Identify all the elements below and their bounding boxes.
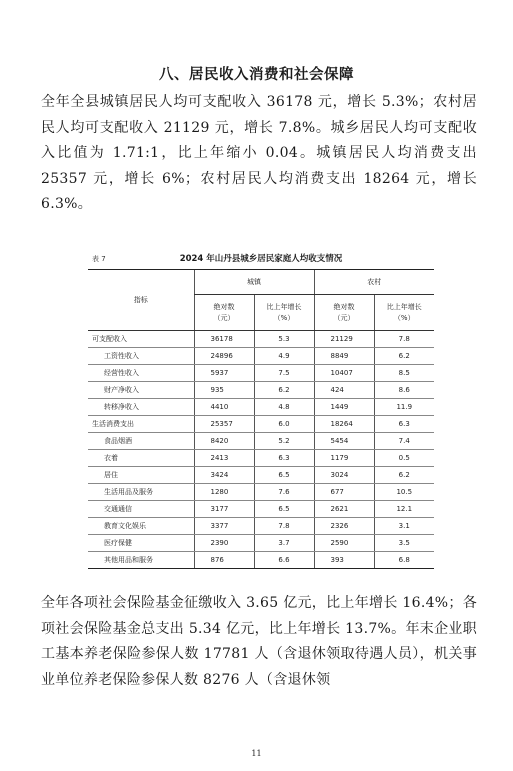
urban-absolute: 24896 <box>194 348 254 365</box>
header-urban-absolute-line1: 绝对数 <box>213 302 235 311</box>
urban-growth: 3.7 <box>254 535 314 552</box>
row-indicator: 教育文化娱乐 <box>88 518 194 535</box>
table-row <box>88 399 434 416</box>
rural-growth: 0.5 <box>374 450 434 467</box>
urban-absolute: 3424 <box>194 467 254 484</box>
rural-absolute: 2621 <box>314 501 374 518</box>
table-row <box>88 484 434 501</box>
table-row <box>88 518 434 535</box>
urban-growth: 6.6 <box>254 552 314 569</box>
row-indicator: 生活用品及服务 <box>88 484 194 501</box>
table-row <box>88 450 434 467</box>
row-indicator: 工资性收入 <box>88 348 194 365</box>
income-expenditure-table <box>88 269 434 569</box>
header-indicator: 指标 <box>88 270 194 331</box>
table-caption <box>88 251 434 269</box>
rural-growth: 6.3 <box>374 416 434 433</box>
rural-absolute: 1179 <box>314 450 374 467</box>
header-rural-growth-line2: （%） <box>393 313 415 322</box>
row-indicator: 交通通信 <box>88 501 194 518</box>
urban-absolute: 4410 <box>194 399 254 416</box>
row-indicator: 转移净收入 <box>88 399 194 416</box>
urban-growth: 4.9 <box>254 348 314 365</box>
header-rural-absolute-line2: （元） <box>333 313 355 322</box>
urban-growth: 5.2 <box>254 433 314 450</box>
table-row <box>88 348 434 365</box>
urban-growth: 7.6 <box>254 484 314 501</box>
header-urban-growth-line1: 比上年增长 <box>266 302 302 311</box>
income-expenditure-table-block <box>88 251 434 569</box>
table-row <box>88 535 434 552</box>
header-urban-absolute-line2: （元） <box>213 313 235 322</box>
header-urban-growth-line2: （%） <box>273 313 295 322</box>
urban-absolute: 935 <box>194 382 254 399</box>
table-row <box>88 467 434 484</box>
urban-absolute: 2390 <box>194 535 254 552</box>
table-row <box>88 433 434 450</box>
rural-absolute: 3024 <box>314 467 374 484</box>
rural-absolute: 424 <box>314 382 374 399</box>
rural-growth: 11.9 <box>374 399 434 416</box>
rural-growth: 6.2 <box>374 467 434 484</box>
urban-growth: 7.5 <box>254 365 314 382</box>
table-row <box>88 552 434 569</box>
rural-absolute: 10407 <box>314 365 374 382</box>
header-urban: 城镇 <box>194 270 314 295</box>
rural-absolute: 393 <box>314 552 374 569</box>
header-urban-absolute <box>194 295 254 331</box>
paragraph-social-insurance: 全年各项社会保险基金征缴收入 3.65 亿元，比上年增长 16.4%；各项社会保险基金总支出 5.34 亿元，比上年增长 13.7%。年末企业职工基本养老保险参保人数 17781 人（含退休领取待遇人员），机关事业单位养老保险参保人数 8276 人（含退休领 <box>41 595 477 688</box>
table-row <box>88 416 434 433</box>
urban-absolute: 25357 <box>194 416 254 433</box>
rural-absolute: 2326 <box>314 518 374 535</box>
rural-growth: 6.2 <box>374 348 434 365</box>
rural-absolute: 677 <box>314 484 374 501</box>
row-indicator: 生活消费支出 <box>88 416 194 433</box>
urban-absolute: 36178 <box>194 331 254 348</box>
rural-absolute: 21129 <box>314 331 374 348</box>
page-number: 11 <box>251 749 262 758</box>
row-indicator: 财产净收入 <box>88 382 194 399</box>
rural-absolute: 18264 <box>314 416 374 433</box>
header-urban-growth <box>254 295 314 331</box>
urban-absolute: 3377 <box>194 518 254 535</box>
row-indicator: 衣着 <box>88 450 194 467</box>
row-indicator: 食品烟酒 <box>88 433 194 450</box>
urban-absolute: 1280 <box>194 484 254 501</box>
paragraph-income-consumption: 全年全县城镇居民人均可支配收入 36178 元，增长 5.3%；农村居民人均可支配收入 21129 元，增长 7.8%。城乡居民人均可支配收入比值为 1.71:1，比上年缩小 0.04。城镇居民人均消费支出 25357 元，增长 6%；农村居民人均消费支出 18264 元，增长 6.3%。 <box>41 94 477 212</box>
rural-absolute: 8849 <box>314 348 374 365</box>
rural-growth: 7.4 <box>374 433 434 450</box>
urban-growth: 6.3 <box>254 450 314 467</box>
row-indicator: 居住 <box>88 467 194 484</box>
table-title: 2024 年山丹县城乡居民家庭人均收支情况 <box>179 254 343 264</box>
table-row <box>88 382 434 399</box>
urban-growth: 6.5 <box>254 501 314 518</box>
header-rural: 农村 <box>314 270 434 295</box>
table-row <box>88 331 434 348</box>
urban-growth: 4.8 <box>254 399 314 416</box>
rural-growth: 10.5 <box>374 484 434 501</box>
urban-growth: 5.3 <box>254 331 314 348</box>
urban-absolute: 3177 <box>194 501 254 518</box>
rural-growth: 6.8 <box>374 552 434 569</box>
rural-growth: 12.1 <box>374 501 434 518</box>
row-indicator: 医疗保健 <box>88 535 194 552</box>
header-rural-growth <box>374 295 434 331</box>
header-rural-absolute <box>314 295 374 331</box>
row-indicator: 经营性收入 <box>88 365 194 382</box>
row-indicator: 其他用品和服务 <box>88 552 194 569</box>
urban-growth: 6.2 <box>254 382 314 399</box>
section-heading: 八、居民收入消费和社会保障 <box>159 67 354 83</box>
rural-growth: 3.5 <box>374 535 434 552</box>
urban-absolute: 5937 <box>194 365 254 382</box>
urban-growth: 6.5 <box>254 467 314 484</box>
rural-absolute: 5454 <box>314 433 374 450</box>
rural-growth: 8.6 <box>374 382 434 399</box>
table-row <box>88 501 434 518</box>
header-rural-growth-line1: 比上年增长 <box>386 302 422 311</box>
rural-absolute: 2590 <box>314 535 374 552</box>
urban-absolute: 8420 <box>194 433 254 450</box>
rural-growth: 8.5 <box>374 365 434 382</box>
table-row <box>88 365 434 382</box>
rural-growth: 3.1 <box>374 518 434 535</box>
rural-growth: 7.8 <box>374 331 434 348</box>
header-rural-absolute-line1: 绝对数 <box>333 302 355 311</box>
rural-absolute: 1449 <box>314 399 374 416</box>
urban-growth: 6.0 <box>254 416 314 433</box>
urban-absolute: 2413 <box>194 450 254 467</box>
urban-absolute: 876 <box>194 552 254 569</box>
row-indicator: 可支配收入 <box>88 331 194 348</box>
urban-growth: 7.8 <box>254 518 314 535</box>
table-number: 表 7 <box>92 255 106 263</box>
